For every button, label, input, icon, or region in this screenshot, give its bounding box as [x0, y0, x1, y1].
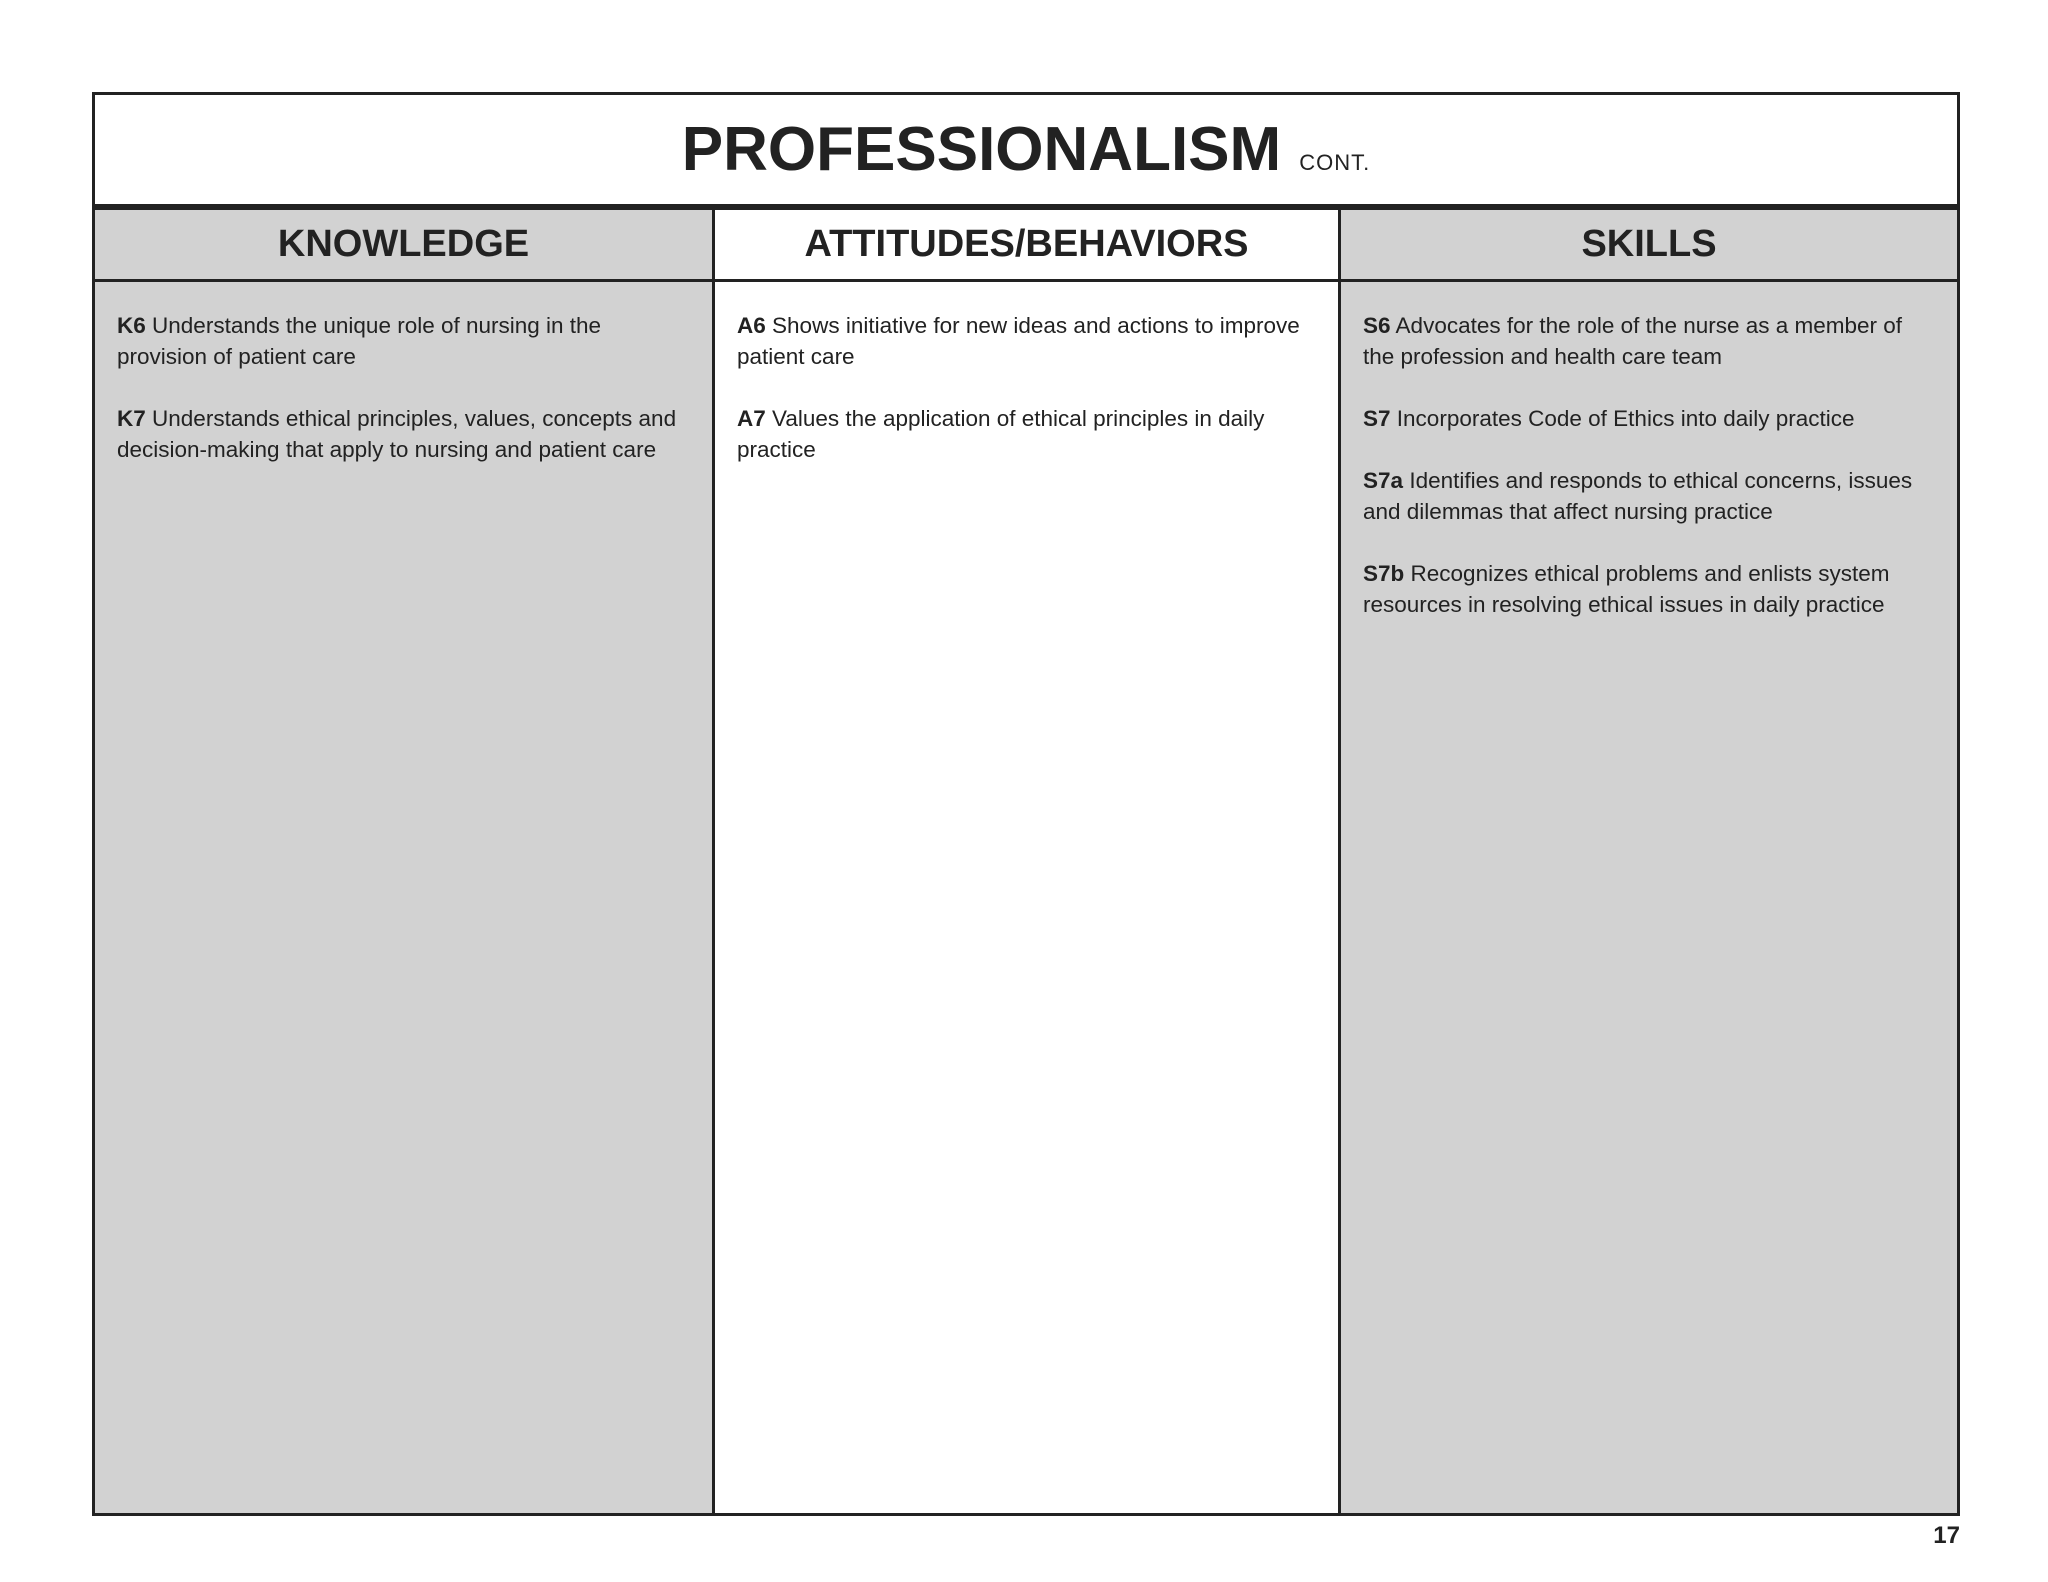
item-code: A6: [737, 313, 766, 338]
attitudes-item-a7: [737, 403, 1316, 465]
skills-item-s6: [1363, 310, 1935, 372]
title-bar: [95, 95, 1957, 210]
item-code: K7: [117, 406, 146, 431]
item-code: A7: [737, 406, 766, 431]
item-text: Incorporates Code of Ethics into daily practice: [1396, 406, 1855, 431]
item-text: Understands the unique role of nursing in the provision of patient care: [117, 313, 602, 369]
attitudes-item-a6: [737, 310, 1316, 372]
item-code: S7a: [1363, 468, 1404, 493]
skills-item-s7a: [1363, 465, 1935, 527]
competency-table: [92, 92, 1960, 1516]
item-code: S6: [1363, 313, 1391, 338]
attitudes-header: ATTITUDES/BEHAVIORS: [715, 210, 1338, 282]
page-number: 17: [1933, 1522, 1960, 1549]
skills-header: SKILLS: [1341, 210, 1957, 282]
skills-item-s7b: [1363, 558, 1935, 620]
knowledge-item-k7: [117, 403, 690, 465]
skills-list: [1341, 282, 1957, 620]
item-code: K6: [117, 313, 146, 338]
item-text: Understands ethical principles, values, concepts and decision-making that apply to nursing and patient care: [117, 406, 677, 462]
item-code: S7b: [1363, 561, 1405, 586]
item-text: Values the application of ethical principles in daily practice: [737, 406, 1265, 462]
skills-item-s7: [1363, 403, 1935, 434]
knowledge-list: [95, 282, 712, 465]
item-text: Advocates for the role of the nurse as a member of the profession and health care team: [1363, 313, 1903, 369]
item-code: S7: [1363, 406, 1391, 431]
title-continued-label: CONT.: [1299, 149, 1371, 175]
skills-column: [1341, 210, 1957, 1513]
knowledge-column: [95, 210, 715, 1513]
attitudes-list: [715, 282, 1338, 465]
columns: [95, 210, 1957, 1513]
item-text: Shows initiative for new ideas and actions to improve patient care: [737, 313, 1300, 369]
knowledge-item-k6: [117, 310, 690, 372]
knowledge-header: KNOWLEDGE: [95, 210, 712, 282]
item-text: Recognizes ethical problems and enlists system resources in resolving ethical issues in daily practice: [1363, 561, 1890, 617]
attitudes-column: [715, 210, 1341, 1513]
item-text: Identifies and responds to ethical concerns, issues and dilemmas that affect nursing practice: [1363, 468, 1913, 524]
page-title: PROFESSIONALISM: [681, 114, 1282, 184]
